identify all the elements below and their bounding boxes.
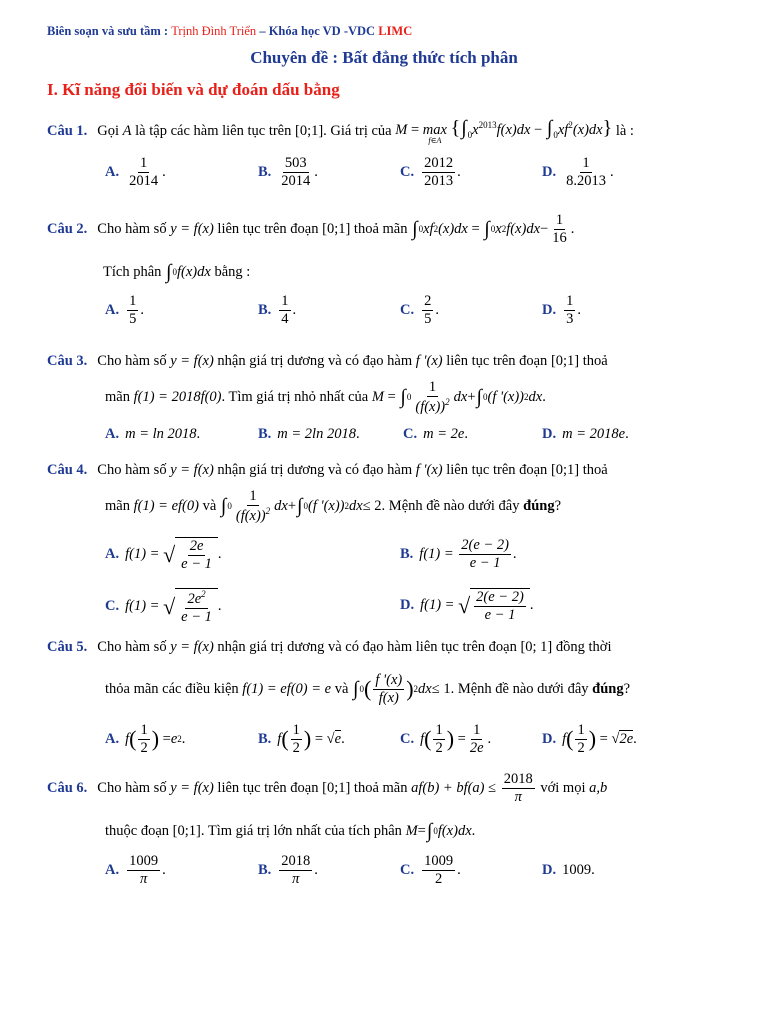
option-c[interactable]: C. $\frac{2012}{2013}$ . — [400, 155, 461, 189]
question-label: Câu 3. — [47, 352, 88, 369]
header-author: Trịnh Đình Triển — [171, 24, 257, 38]
question-label: Câu 4. — [47, 461, 88, 478]
question-6-line-2: thuộc đoạn [0;1] . Tìm giá trị lớn nhất của tích phân M = ∫ 0 f(x)dx . — [105, 819, 476, 842]
option-d[interactable]: D. $\frac{1}{3}$ . — [542, 293, 581, 327]
option-c[interactable]: C. m = 2e . — [403, 426, 468, 442]
option-a[interactable]: A. f(1) = √ $\frac{2e}{e - 1}$ . — [105, 538, 222, 572]
option-b[interactable]: B. $\frac{503}{2014}$ . — [258, 155, 318, 189]
question-4: Câu 4. Cho hàm số y = f(x) nhận giá trị dương và có đạo hàm f '(x) liên tục trên đoạn [0;1] thoả — [47, 461, 608, 478]
option-b[interactable]: B. m = 2ln 2018 . — [258, 426, 360, 442]
option-a[interactable]: A. m = ln 2018 . — [105, 426, 201, 442]
option-c[interactable]: C. f ( $\frac{1}{2}$ ) = $\frac{1}{2e}$ . — [400, 722, 492, 756]
option-b[interactable]: B. $\frac{2018}{\pi}$ . — [258, 853, 318, 887]
question-label: Câu 1. — [47, 122, 88, 139]
question-label: Câu 2. — [47, 220, 88, 237]
question-5-line-2: thỏa mãn các điều kiện f(1) = ef(0) = e và ∫ 0 ( $\frac{f '(x)}{f(x)}$ ) 2 dx ≤ 1 . Mệnh đề nào dưới đây đúng ? — [105, 671, 631, 706]
page-title: Chuyên đề : Bất đẳng thức tích phân — [250, 48, 518, 67]
question-6: Câu 6. Cho hàm số y = f(x) liên tục trên đoạn [0;1] thoả mãn af(b) + bf(a) ≤ $\frac{2018}{\pi}$ với mọi a,b — [47, 770, 608, 805]
question-1: Câu 1. Gọi A là tập các hàm liên tục trên [0;1] . Giá trị của M = max f∈A $\{\int_0x^{2013}f(x)dx - \int_0xf^2(x)dx\}$ là : — [47, 116, 634, 146]
option-d[interactable]: D. m = 2018e . — [542, 426, 629, 442]
option-a[interactable]: A. f ( $\frac{1}{2}$ ) = e 2 . — [105, 722, 186, 756]
header-course: – Khóa học VD -VDC — [256, 24, 379, 38]
option-c[interactable]: C. f(1) = √ $\frac{2e^2}{e - 1}$ . — [105, 589, 222, 625]
option-c[interactable]: C. $\frac{2}{5}$ . — [400, 293, 439, 327]
option-b[interactable]: B. f ( $\frac{1}{2}$ ) = √ e . — [258, 722, 345, 756]
header-prefix: Biên soạn và sưu tầm : — [47, 24, 172, 38]
question-3-line-2: mãn f(1) = 2018f(0) . Tìm giá trị nhỏ nhất của M = ∫ 0 $\frac{1}{(f(x))^2}$ dx + ∫ 0 (f '(x)) 2 dx . — [105, 378, 546, 415]
formula: M = max f∈A $\{\int_0x^{2013}f(x)dx - \int_0xf^2(x)dx\}$ — [395, 116, 613, 146]
question-label: Câu 6. — [47, 779, 88, 796]
question-2: Câu 2. Cho hàm số y = f(x) liên tục trên đoạn [0;1] thoả mãn ∫ 0 xf 2 (x)dx = ∫ 0 x 2 f(x)dx − $\frac{1}{16}$ . — [47, 211, 575, 246]
question-3: Câu 3. Cho hàm số y = f(x) nhận giá trị dương và có đạo hàm f '(x) liên tục trên đoạn [0;1] thoả — [47, 352, 608, 369]
question-2-line-2: Tích phân ∫ 0 f(x)dx bằng : — [103, 260, 251, 283]
question-label: Câu 5. — [47, 638, 88, 655]
option-a[interactable]: A. $\frac{1}{2014}$ . — [105, 155, 166, 189]
option-d[interactable]: D. 1009 . — [542, 862, 595, 878]
option-c[interactable]: C. $\frac{1009}{2}$ . — [400, 853, 461, 887]
option-b[interactable]: B. f(1) = $\frac{2(e - 2)}{e - 1}$ . — [400, 537, 517, 571]
header-brand: LIMC — [378, 24, 413, 38]
page-header — [47, 24, 412, 39]
option-d[interactable]: D. f(1) = √ $\frac{2(e - 2)}{e - 1}$ . — [400, 589, 534, 623]
option-a[interactable]: A. $\frac{1}{5}$ . — [105, 293, 144, 327]
question-4-line-2: mãn f(1) = ef(0) và ∫ 0 $\frac{1}{(f(x))^2}$ dx + ∫ 0 (f '(x)) 2 dx ≤ 2 . Mệnh đề nào dưới đây đúng ? — [105, 487, 562, 524]
section-heading: I. Kĩ năng đổi biến và dự đoán dấu bằng — [47, 80, 340, 99]
option-d[interactable]: D. f ( $\frac{1}{2}$ ) = √ 2e . — [542, 722, 637, 756]
option-d[interactable]: D. $\frac{1}{8.2013}$ . — [542, 155, 614, 189]
question-5: Câu 5. Cho hàm số y = f(x) nhận giá trị dương và có đạo hàm liên tục trên đoạn [0; 1] đồng thời — [47, 638, 612, 655]
option-b[interactable]: B. $\frac{1}{4}$ . — [258, 293, 297, 327]
option-a[interactable]: A. $\frac{1009}{\pi}$ . — [105, 853, 166, 887]
